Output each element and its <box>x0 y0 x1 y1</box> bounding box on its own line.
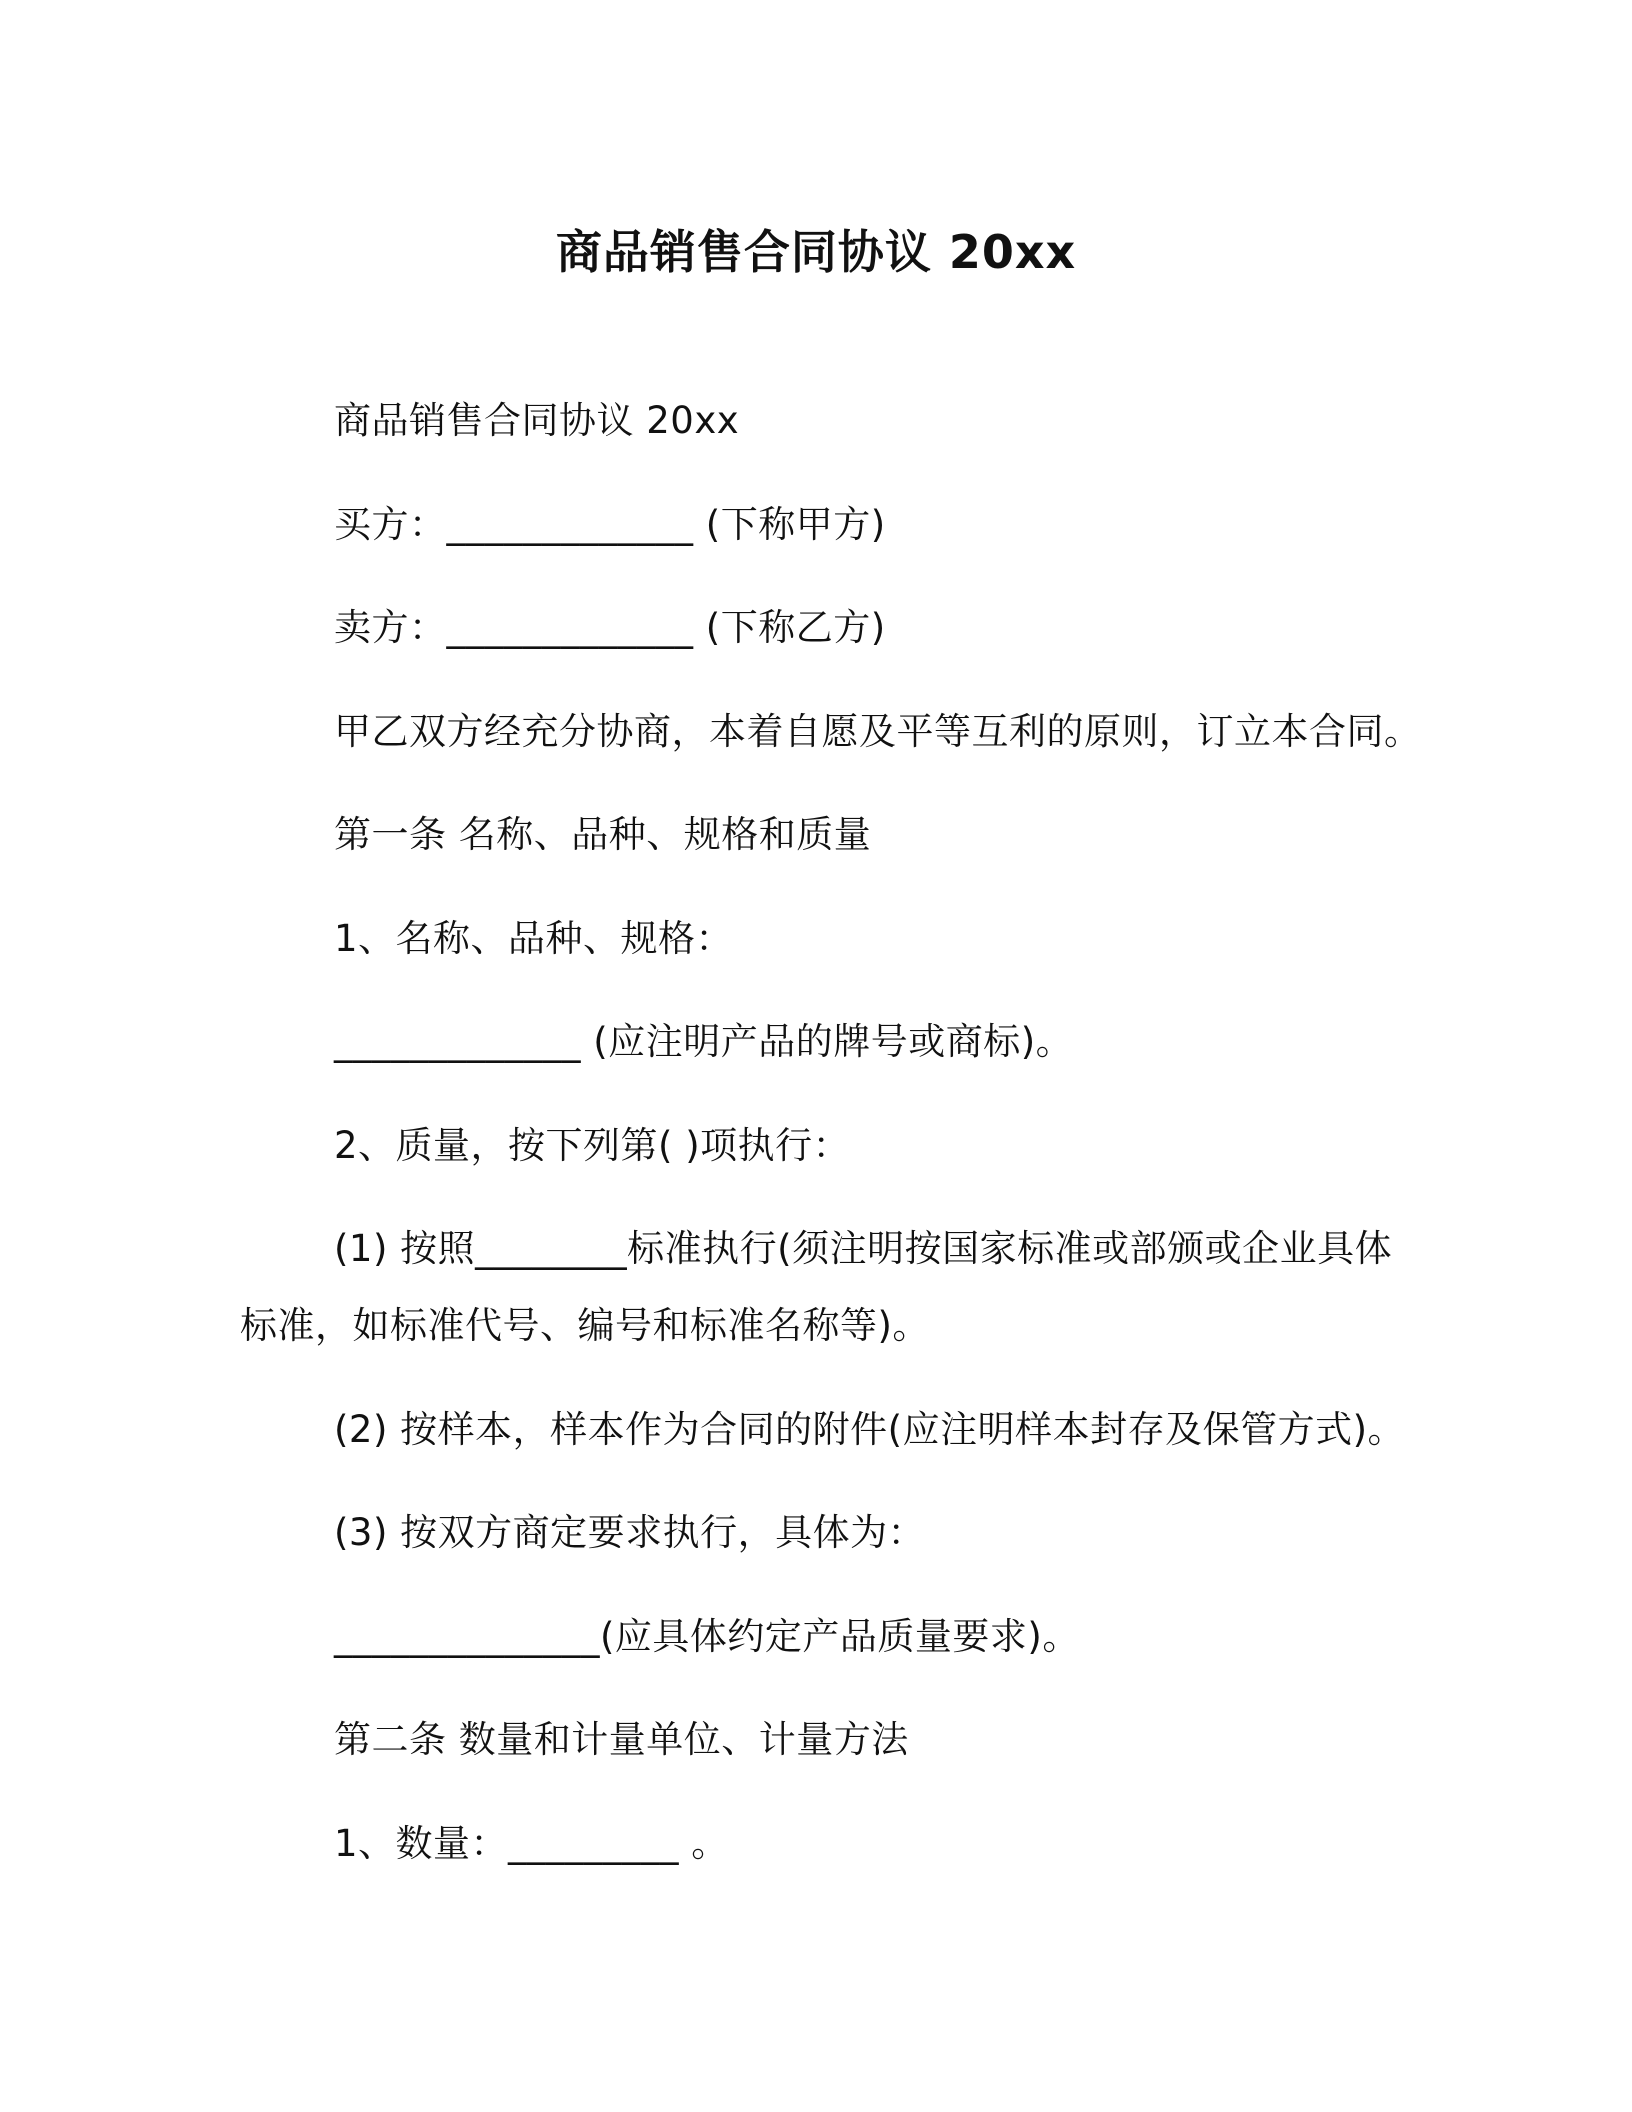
subtitle-line: 商品销售合同协议 20xx <box>334 399 740 442</box>
clause-1-1-detail: _____________ (应注明产品的牌号或商标)。 <box>334 1020 1074 1063</box>
clause-1-2-option-1: (1) 按照________标准执行(须注明按国家标准或部颁或企业具体 <box>334 1227 1393 1270</box>
buyer-line: 买方：_____________ (下称甲方) <box>334 503 886 546</box>
article-1-heading: 第一条 名称、品种、规格和质量 <box>334 813 872 856</box>
preamble-line: 甲乙双方经充分协商，本着自愿及平等互利的原则，订立本合同。 <box>334 710 1422 753</box>
clause-1-1: 1、名称、品种、规格： <box>334 917 734 960</box>
clause-1-2-option-3-detail: ______________(应具体约定产品质量要求)。 <box>334 1615 1080 1658</box>
document-title: 商品销售合同协议 20xx <box>555 225 1077 279</box>
clause-1-2-option-3: (3) 按双方商定要求执行，具体为： <box>334 1511 926 1554</box>
clause-1-2-option-2: (2) 按样本，样本作为合同的附件(应注明样本封存及保管方式)。 <box>334 1408 1406 1451</box>
article-2-heading: 第二条 数量和计量单位、计量方法 <box>334 1718 909 1761</box>
clause-1-2: 2、质量，按下列第( )项执行： <box>334 1124 851 1167</box>
clause-1-2-option-1-cont: 标准，如标准代号、编号和标准名称等)。 <box>240 1304 930 1347</box>
clause-2-1: 1、数量：_________ 。 <box>334 1822 729 1865</box>
seller-line: 卖方：_____________ (下称乙方) <box>334 606 886 649</box>
